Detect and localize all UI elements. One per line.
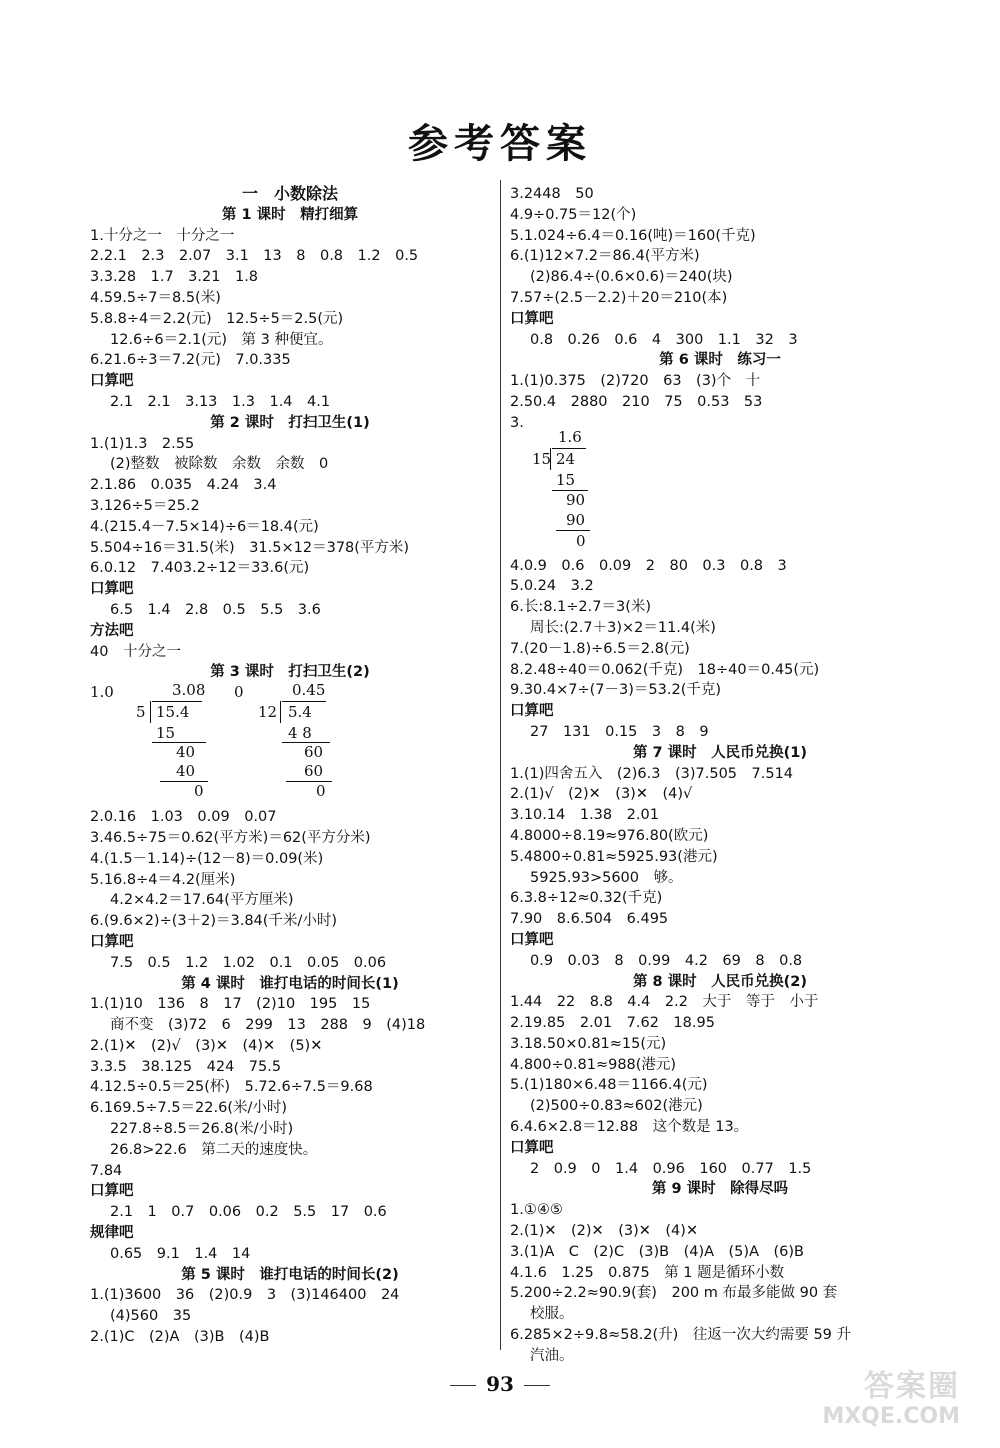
mental-math-label: 口算吧: [510, 931, 554, 948]
answer-line: 6.169.5÷7.5＝22.6(米/小时): [90, 1100, 288, 1117]
answer-line: 4.0.9 0.6 0.09 2 80 0.3 0.8 3: [510, 557, 787, 574]
unit-heading: 一 小数除法: [241, 184, 338, 203]
answer-line: 2.(1)✕ (2)√ (3)✕ (4)✕ (5)✕: [90, 1037, 323, 1054]
step: 40: [176, 743, 196, 762]
step: 40: [176, 762, 196, 781]
mental-math-label: 口算吧: [90, 933, 134, 950]
right-column: [510, 184, 930, 1367]
answer-line: 7.90 8.6.504 6.495: [510, 911, 669, 928]
lesson-9-heading: 第 9 课时 除得尽吗: [651, 1181, 789, 1198]
step: 90: [566, 490, 586, 509]
method-label: 方法吧: [90, 622, 134, 639]
watermark-logo: 答案圈 MXQE.COM: [822, 1369, 960, 1429]
answer-line: 6.0.12 7.403.2÷12＝33.6(元): [90, 560, 310, 577]
mental-math-answers: 0.9 0.03 8 0.99 4.2 69 8 0.8: [530, 952, 803, 969]
answer-line: 2.2.1 2.3 2.07 3.1 13 8 0.8 1.2 0.5: [90, 248, 419, 265]
answer-line: 7.57÷(2.5－2.2)＋20＝210(本): [510, 289, 728, 306]
answer-line: 3.126÷5＝25.2: [90, 497, 200, 514]
lesson-2-heading: 第 2 课时 打扫卫生(1): [210, 414, 370, 431]
answer-line: 2.19.85 2.01 7.62 18.95: [510, 1015, 715, 1032]
quotient: 3.08: [172, 681, 206, 700]
dividend: 15.4: [156, 703, 190, 722]
answer-line: 6.4.6×2.8＝12.88 这个数是 13。: [510, 1119, 749, 1136]
answer-line: 1.(1)3600 36 (2)0.9 3 (3)146400 24: [90, 1287, 400, 1304]
answer-line: 26.8>22.6 第二天的速度快。: [110, 1141, 318, 1158]
mental-math-answers: 7.5 0.5 1.2 1.02 0.1 0.05 0.06: [110, 954, 387, 971]
mental-math-answers: 2 0.9 0 1.4 0.96 160 0.77 1.5: [530, 1160, 812, 1177]
long-division: [510, 427, 930, 556]
mental-math-label: 口算吧: [90, 581, 134, 598]
mental-math-answers: 27 131 0.15 3 8 9: [530, 723, 709, 740]
answer-line: 4.(1.5－1.14)÷(12－8)＝0.09(米): [90, 850, 324, 867]
answer-line: 1.(1)0.375 (2)720 63 (3)个 十: [510, 373, 761, 390]
answer-line: 6.285×2÷9.8≈58.2(升) 往返一次大约需要 59 升: [510, 1327, 852, 1344]
answer-line: 4.59.5÷7＝8.5(米): [90, 289, 221, 306]
step: 0: [194, 782, 204, 801]
answer-line: 2.(1)✕ (2)✕ (3)✕ (4)✕: [510, 1223, 699, 1240]
step: 0: [316, 782, 326, 801]
divisor: 5: [136, 703, 146, 722]
answer-line: 2.50.4 2880 210 75 0.53 53: [510, 393, 763, 410]
answer-line: (2)500÷0.83≈602(港元): [530, 1098, 703, 1115]
answer-line: 3.(1)A C (2)C (3)B (4)A (5)A (6)B: [510, 1243, 804, 1260]
mental-math-label: 口算吧: [510, 703, 554, 720]
answer-line: 2.(1)√ (2)✕ (3)✕ (4)√: [510, 786, 693, 803]
answer-line: 2.1.86 0.035 4.24 3.4: [90, 477, 277, 494]
mental-math-answers: 0.8 0.26 0.6 4 300 1.1 32 3: [530, 331, 798, 348]
answer-line: 7.84: [90, 1162, 123, 1179]
answer-line: 12.6÷6＝2.1(元) 第 3 种便宜。: [110, 331, 333, 348]
answer-line: 5.16.8÷4＝4.2(厘米): [90, 871, 236, 888]
pattern-answers: 0.65 9.1 1.4 14: [110, 1245, 251, 1262]
answer-line: 5.4800÷0.81≈5925.93(港元): [510, 848, 718, 865]
answer-line: (2)86.4÷(0.6×0.6)＝240(块): [530, 269, 733, 286]
answer-line: 2.(1)C (2)A (3)B (4)B: [90, 1329, 270, 1346]
answer-line: 7.(20－1.8)÷6.5＝2.8(元): [510, 640, 690, 657]
answer-line: 6.3.8÷12≈0.32(千克): [510, 890, 663, 907]
answer-line: 2.0.16 1.03 0.09 0.07: [90, 809, 277, 826]
dividend: 24: [556, 449, 576, 468]
step: 4 8: [288, 724, 312, 743]
answer-line: 5.0.24 3.2: [510, 578, 594, 595]
answer-line: 4.1.6 1.25 0.875 第 1 题是循环小数: [510, 1264, 785, 1281]
answer-line: 9.30.4×7÷(7－3)＝53.2(千克): [510, 682, 722, 699]
lesson-6-heading: 第 6 课时 练习一: [659, 352, 781, 369]
division-prefix: 1.0: [90, 683, 114, 702]
answer-line: 3.46.5÷75＝0.62(平方米)＝62(平方分米): [90, 829, 371, 846]
answer-line: 6.长:8.1÷2.7＝3(米): [510, 599, 652, 616]
answer-line: 3.: [510, 414, 524, 431]
answer-line: 3.3.28 1.7 3.21 1.8: [90, 269, 259, 286]
answer-line: 5925.93>5600 够。: [530, 869, 683, 886]
lesson-7-heading: 第 7 课时 人民币兑换(1): [632, 744, 808, 761]
answer-line: 5.(1)180×6.48＝1166.4(元): [510, 1077, 708, 1094]
mental-math-answers: 2.1 1 0.7 0.06 0.2 5.5 17 0.6: [110, 1204, 387, 1221]
answer-line: 4.9÷0.75＝12(个): [510, 206, 637, 223]
answer-line: 周长:(2.7＋3)×2＝11.4(米): [530, 619, 716, 636]
mental-math-answers: 6.5 1.4 2.8 0.5 5.5 3.6: [110, 601, 321, 618]
answer-line: (2)整数 被除数 余数 余数 0: [110, 456, 329, 473]
quotient: 1.6: [558, 427, 582, 446]
answer-line: (4)560 35: [110, 1308, 192, 1325]
answer-line: 227.8÷8.5＝26.8(米/小时): [110, 1121, 294, 1138]
answer-line: 商不变 (3)72 6 299 13 288 9 (4)18: [110, 1017, 426, 1034]
answer-line: 4.12.5÷0.5＝25(杯) 5.72.6÷7.5＝9.68: [90, 1079, 373, 1096]
answer-line: 1.十分之一 十分之一: [90, 227, 235, 244]
step: 60: [304, 762, 324, 781]
answer-line: 3.3.5 38.125 424 75.5: [90, 1058, 282, 1075]
method-answers: 40 十分之一: [90, 643, 181, 660]
answer-line: 3.2448 50: [510, 186, 594, 202]
answer-line: 4.800÷0.81≈988(港元): [510, 1056, 677, 1073]
step: 15: [556, 470, 576, 489]
answer-line: 1.(1)四舍五入 (2)6.3 (3)7.505 7.514: [510, 765, 794, 782]
answer-line: 8.2.48÷40＝0.062(千克) 18÷40＝0.45(元): [510, 661, 820, 678]
column-divider: [500, 180, 501, 1350]
answer-line: 5.8.8÷4＝2.2(元) 12.5÷5＝2.5(元): [90, 310, 344, 327]
middle-answer: 0: [234, 683, 244, 702]
mental-math-label: 口算吧: [510, 1139, 554, 1156]
mental-math-label: 口算吧: [90, 1183, 134, 1200]
answer-line: 4.8000÷8.19≈976.80(欧元): [510, 827, 709, 844]
answer-line: 1.(1)10 136 8 17 (2)10 195 15: [90, 996, 371, 1013]
divisor: 12: [258, 703, 278, 722]
quotient: 0.45: [292, 681, 326, 700]
answer-line: 5.1.024÷6.4＝0.16(吨)＝160(千克): [510, 227, 756, 244]
pattern-label: 规律吧: [90, 1225, 134, 1242]
lesson-4-heading: 第 4 课时 谁打电话的时间长(1): [181, 975, 399, 992]
answer-line: 4.(215.4－7.5×14)÷6＝18.4(元): [90, 518, 319, 535]
answer-line: 3.10.14 1.38 2.01: [510, 807, 659, 824]
lesson-5-heading: 第 5 课时 谁打电话的时间长(2): [181, 1266, 399, 1283]
lesson-3-heading: 第 3 课时 打扫卫生(2): [210, 664, 370, 681]
step: 60: [304, 743, 324, 762]
answer-line: 5.504÷16＝31.5(米) 31.5×12＝378(平方米): [90, 539, 410, 556]
left-column: [90, 184, 490, 1348]
mental-math-label: 口算吧: [90, 373, 134, 390]
page-number: 93: [0, 1372, 1000, 1396]
mental-math-answers: 2.1 2.1 3.13 1.3 1.4 4.1: [110, 393, 331, 410]
answer-line: 1.(1)1.3 2.55: [90, 435, 195, 452]
step: 0: [576, 531, 586, 550]
mental-math-label: 口算吧: [510, 310, 554, 327]
answer-line: 4.2×4.2＝17.64(平方厘米): [110, 892, 294, 909]
answer-line: 6.(1)12×7.2＝86.4(平方米): [510, 248, 700, 265]
answer-line: 5.200÷2.2≈90.9(套) 200 m 布最多能做 90 套: [510, 1285, 838, 1302]
answer-line: 汽油。: [530, 1347, 574, 1364]
lesson-1-heading: 第 1 课时 精打细算: [221, 206, 359, 223]
dividend: 5.4: [288, 703, 312, 722]
page-title: 参考答案: [408, 120, 592, 167]
answer-line: 3.18.50×0.81≈15(元): [510, 1035, 667, 1052]
long-division-pair: [90, 683, 490, 807]
answer-line: 1.①④⑤: [510, 1202, 563, 1219]
answer-line: 6.(9.6×2)÷(3＋2)＝3.84(千米/小时): [90, 913, 337, 930]
step: 15: [156, 724, 176, 743]
answer-line: 1.44 22 8.8 4.4 2.2 大于 等于 小于: [510, 994, 819, 1011]
step: 90: [566, 510, 586, 529]
lesson-8-heading: 第 8 课时 人民币兑换(2): [632, 973, 808, 990]
answer-line: 6.21.6÷3＝7.2(元) 7.0.335: [90, 352, 291, 369]
divisor: 15: [532, 449, 552, 468]
answer-line: 校服。: [530, 1306, 574, 1323]
